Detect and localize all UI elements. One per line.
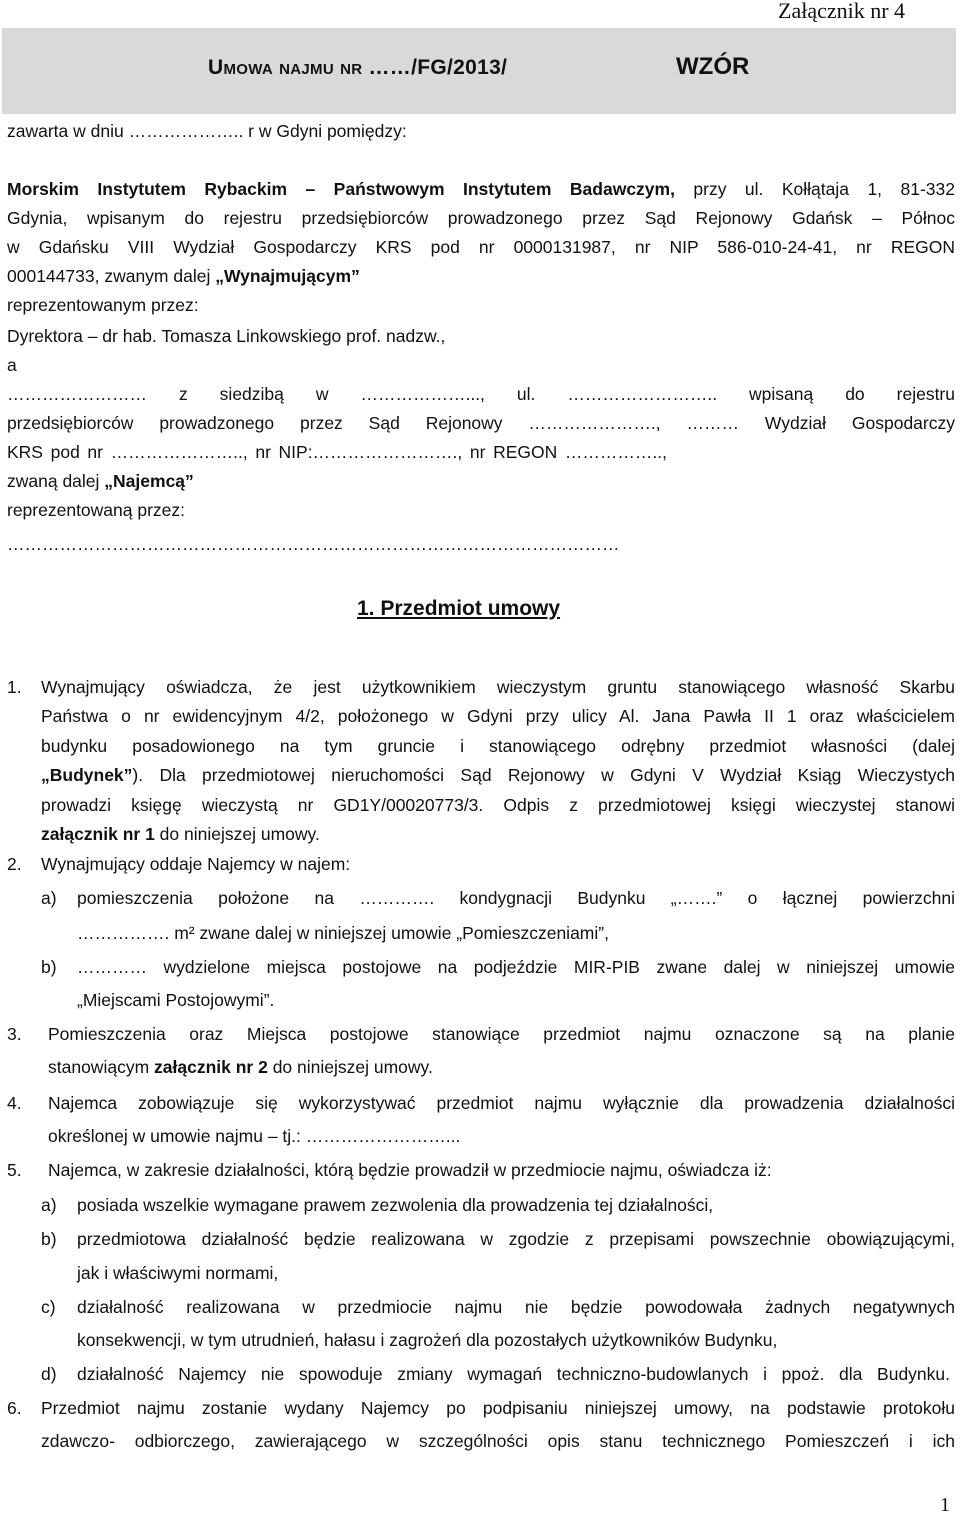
- landlord-address: przy ul. Kołłątaja 1, 81-332: [693, 179, 955, 199]
- clause-2a-label: a): [41, 888, 57, 908]
- tenant-alias: „Najemcą”: [104, 471, 194, 491]
- landlord-line-1: [7, 179, 955, 200]
- clause-1-line-4-rest: ). Dla przedmiotowej nieruchomości Sąd Rejonowy w Gdyni V Wydział Ksiąg Wieczystych: [132, 765, 955, 785]
- tenant-alias-pre: zwaną dalej: [7, 471, 105, 491]
- clause-3-line-2-pre: stanowiącym: [48, 1057, 155, 1077]
- tenant-line-4: [7, 471, 194, 492]
- and-connector: a: [7, 355, 17, 375]
- page-number: 1: [940, 1494, 950, 1516]
- landlord-name: Morskim Instytutem Rybackim – Państwowym Instytutem Badawczym,: [7, 179, 675, 199]
- clause-5a-label: a): [41, 1195, 57, 1215]
- clause-3-line-1: Pomieszczenia oraz Miejsca postojowe stanowiące przedmiot najmu oznaczone są na planie: [48, 1024, 955, 1044]
- clause-4-number: 4.: [7, 1093, 22, 1113]
- clause-6-line-2: zdawczo- odbiorczego, zawierającego w szczególności opis stanu technicznego Pomieszczeń i ich: [41, 1431, 955, 1451]
- landlord-represented: reprezentowanym przez:: [7, 295, 199, 315]
- landlord-line-2: Gdynia, wpisanym do rejestru przedsiębiorców prowadzonego przez Sąd Rejonowy Gdańsk – Północ: [7, 208, 955, 228]
- clause-5b-line-2: jak i właściwymi normami,: [77, 1263, 279, 1283]
- clause-1-line-6-rest: do niniejszej umowy.: [154, 824, 320, 844]
- clause-5d-line-1: działalność Najemcy nie spowoduje zmiany wymagań techniczno-budowlanych i ppoż. dla Budynku.: [77, 1364, 950, 1384]
- clause-1-line-2: Państwa o nr ewidencyjnym 4/2, położonego w Gdyni przy ulicy Al. Jana Pawła II 1 oraz właścicielem: [41, 706, 955, 726]
- clause-2-line-1: Wynajmujący oddaje Najemcy w najem:: [41, 854, 351, 874]
- tenant-line-1: …………………… z siedzibą w ………………..., ul. …………………….. wpisaną do rejestru: [7, 384, 955, 404]
- landlord-line-4: [7, 266, 360, 287]
- tenant-line-3: KRS pod nr ………………….., nr NIP:……………………., nr REGON ……………..,: [7, 442, 667, 462]
- clause-2a-line-1: pomieszczenia położone na …………. kondygnacji Budynku „…….” o łącznej powierzchni: [77, 888, 955, 908]
- clause-4-line-1: Najemca zobowiązuje się wykorzystywać przedmiot najmu wyłącznie dla prowadzenia działalności: [48, 1093, 955, 1113]
- clause-3-line-2: [48, 1057, 433, 1078]
- clause-1-line-4: [41, 765, 955, 786]
- clause-5d-label: d): [41, 1364, 57, 1384]
- clause-4-line-2: określonej w umowie najmu – tj.: ……………………...: [48, 1126, 461, 1146]
- clause-5b-label: b): [41, 1229, 57, 1249]
- clause-1-line-5: prowadzi księgę wieczystą nr GD1Y/00020773/3. Odpis z przedmiotowej księgi wieczystej stanowi: [41, 795, 955, 815]
- clause-2-number: 2.: [7, 854, 22, 874]
- clause-6-line-1: Przedmiot najmu zostanie wydany Najemcy po podpisaniu niniejszej umowy, na podstawie protokołu: [41, 1398, 955, 1418]
- tenant-line-2: przedsiębiorców prowadzonego przez Sąd Rejonowy …………………., ……… Wydział Gospodarczy: [7, 413, 955, 433]
- building-alias: „Budynek”: [41, 765, 133, 785]
- tenant-represented: reprezentowaną przez:: [7, 500, 186, 520]
- clause-6-number: 6.: [7, 1398, 22, 1418]
- contract-title: Umowa najmu nr ……/FG/2013/: [208, 56, 508, 79]
- clause-1-line-3: budynku posadowionego na tym gruncie i stanowiącego odrębny przedmiot własności (dalej: [41, 736, 955, 756]
- attachment-label: Załącznik nr 4: [778, 0, 906, 23]
- clause-5-number: 5.: [7, 1160, 22, 1180]
- clause-1-line-1: Wynajmujący oświadcza, że jest użytkownikiem wieczystym gruntu stanowiącego własność Skarbu: [41, 677, 955, 697]
- clause-1-line-6: [41, 824, 320, 845]
- clause-5-line-1: Najemca, w zakresie działalności, którą będzie prowadził w przedmiocie najmu, oświadcza iż:: [48, 1160, 772, 1180]
- clause-5c-line-1: działalność realizowana w przedmiocie najmu nie będzie powodowała żadnych negatywnych: [77, 1297, 955, 1317]
- clause-2b-line-2: „Miejscami Postojowymi”.: [77, 990, 275, 1010]
- tenant-representative-dots: ……………………………………………………………………………………………: [7, 534, 620, 554]
- attachment-2-ref: załącznik nr 2: [154, 1057, 268, 1077]
- clause-5b-line-1: przedmiotowa działalność będzie realizowana w zgodzie z przepisami powszechnie obowiązującymi,: [77, 1229, 955, 1249]
- clause-5c-label: c): [41, 1297, 56, 1317]
- clause-5a-line-1: posiada wszelkie wymagane prawem zezwolenia dla prowadzenia tej działalności,: [77, 1195, 714, 1215]
- clause-5c-line-2: konsekwencji, w tym utrudnień, hałasu i zagrożeń dla pozostałych użytkowników Budynku,: [77, 1330, 778, 1350]
- landlord-alias: „Wynajmującym”: [215, 266, 360, 286]
- landlord-line-3: w Gdańsku VIII Wydział Gospodarczy KRS pod nr 0000131987, nr NIP 586-010-24-41, nr REGON: [7, 237, 955, 257]
- concluded-line: zawarta w dniu ……………….. r w Gdyni pomiędzy:: [7, 121, 407, 141]
- landlord-representative: Dyrektora – dr hab. Tomasza Linkowskiego prof. nadzw.,: [7, 326, 446, 346]
- attachment-1-ref: załącznik nr 1: [41, 824, 155, 844]
- landlord-regon: 000144733, zwanym dalej: [7, 266, 216, 286]
- template-label: WZÓR: [676, 53, 750, 80]
- section-title: 1. Przedmiot umowy: [357, 597, 561, 620]
- clause-2b-line-1: ………… wydzielone miejsca postojowe na podjeździe MIR-PIB zwane dalej w niniejszej umowie: [77, 957, 955, 977]
- clause-1-number: 1.: [7, 677, 22, 697]
- clause-3-line-2-rest: do niniejszej umowy.: [267, 1057, 433, 1077]
- clause-2b-label: b): [41, 957, 57, 977]
- clause-3-number: 3.: [7, 1024, 22, 1044]
- clause-2a-line-2: ……………. m² zwane dalej w niniejszej umowie „Pomieszczeniami”,: [77, 923, 609, 943]
